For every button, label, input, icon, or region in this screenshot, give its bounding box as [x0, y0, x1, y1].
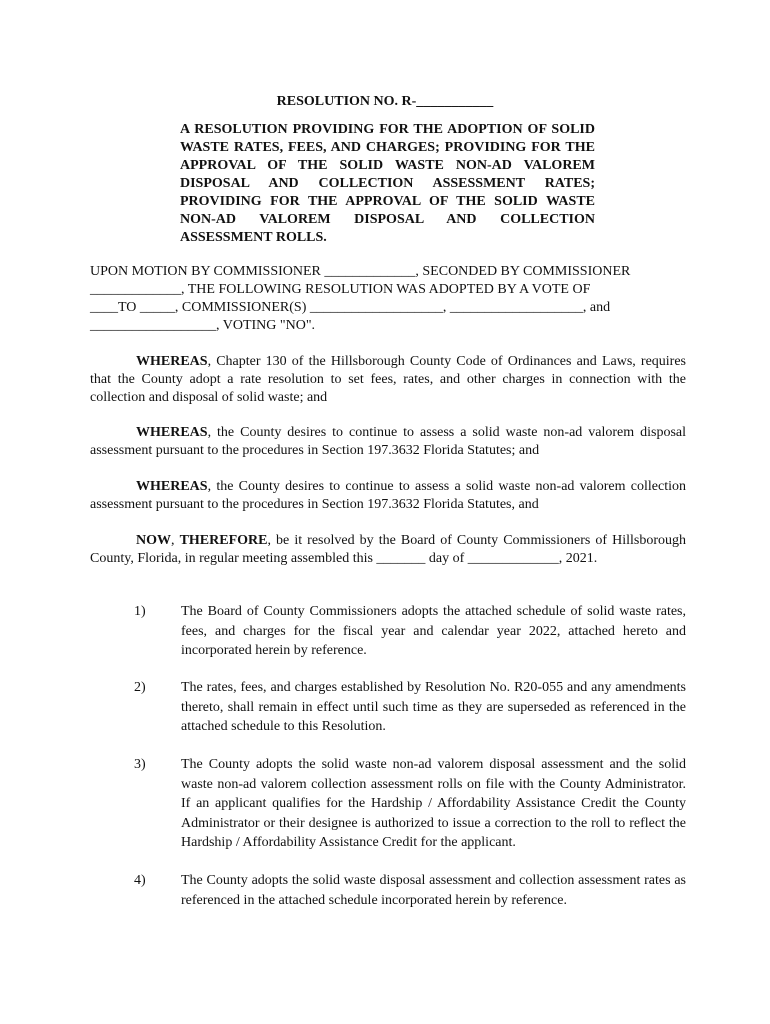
item-number: 2) [134, 680, 146, 695]
item-text: The County adopts the solid waste non-ad valorem disposal assessment and the solid waste non-ad valorem collection assessment rolls on file with the County Administrator. If an applicant qualifies for the Hardship / Affordability Assistance Credit the County Administrator or their designee is authorized to issue a correction to the roll to reflect the Hardship / Affordability Assistance Credit for the applicant. [181, 757, 686, 850]
now-lead: NOW [136, 533, 171, 548]
whereas-paragraph-1 [90, 353, 686, 407]
item-number: 4) [134, 873, 146, 888]
therefore-lead: THEREFORE [179, 533, 268, 548]
whereas-lead: WHEREAS [136, 354, 208, 369]
whereas-text: , the County desires to continue to assess a solid waste non-ad valorem collection assessment pursuant to the procedures in Section 197.3632 Florida Statutes, and [90, 479, 686, 512]
item-number: 1) [134, 604, 146, 619]
now-therefore-paragraph [90, 532, 686, 568]
whereas-lead: WHEREAS [136, 425, 208, 440]
now-text: , be it resolved by the Board of County Commissioners of Hillsborough County, Florida, in regular meeting assembled this _______ day of _____________, 2021. [90, 533, 687, 566]
item-number: 3) [134, 757, 146, 772]
motion-line-4: __________________, VOTING "NO". [90, 318, 316, 333]
motion-line-1: UPON MOTION BY COMMISSIONER _____________, SECONDED BY COMMISSIONER [90, 264, 631, 279]
whereas-paragraph-2 [90, 424, 686, 460]
whereas-text: , the County desires to continue to assess a solid waste non-ad valorem disposal assessment pursuant to the procedures in Section 197.3632 Florida Statutes; and [90, 425, 686, 458]
item-text: The Board of County Commissioners adopts the attached schedule of solid waste rates, fees, and charges for the fiscal year and calendar year 2022, attached hereto and incorporated herein by reference. [181, 604, 686, 658]
whereas-paragraph-3 [90, 478, 686, 514]
whereas-text: , Chapter 130 of the Hillsborough County Code of Ordinances and Laws, requires that the County adopt a rate resolution to set fees, rates, and other charges in connection with the collection and disposal of solid waste; and [90, 354, 686, 405]
motion-line-3: ____TO _____, COMMISSIONER(S) ___________________, ___________________, and [90, 300, 611, 315]
motion-line-2: _____________, THE FOLLOWING RESOLUTION WAS ADOPTED BY A VOTE OF [90, 282, 591, 297]
resolution-heading: A RESOLUTION PROVIDING FOR THE ADOPTION OF SOLID WASTE RATES, FEES, AND CHARGES; PROVIDING FOR THE APPROVAL OF THE SOLID WASTE NON-AD VALOREM DISPOSAL AND COLLECTION ASSESSMENT RATES; PROVIDING FOR THE APPROVAL OF THE SOLID WASTE NON-AD VALOREM DISPOSAL AND COLLECTION ASSESSMENT ROLLS. [180, 122, 595, 245]
item-text: The rates, fees, and charges established by Resolution No. R20-055 and any amendments thereto, shall remain in effect until such time as they are superseded as referenced in the attached schedule to this Resolution. [181, 680, 686, 734]
now-separator: , [171, 533, 180, 548]
whereas-lead: WHEREAS [136, 479, 208, 494]
resolution-title: RESOLUTION NO. R-___________ [276, 94, 494, 109]
item-text: The County adopts the solid waste disposal assessment and collection assessment rates as referenced in the attached schedule incorporated herein by reference. [181, 873, 686, 908]
motion-paragraph [90, 263, 686, 335]
